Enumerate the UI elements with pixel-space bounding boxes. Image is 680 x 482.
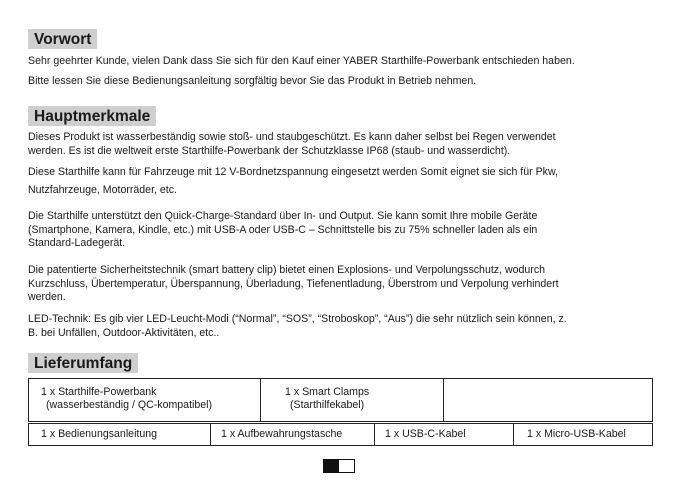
- page-marker-fill: [324, 460, 339, 472]
- contents-cell-micro-usb: [527, 428, 626, 445]
- text-line: Standard-Ladegerät.: [28, 237, 126, 250]
- text-line: 1 x Starthilfe-Powerbank: [41, 386, 157, 398]
- text-line: 1 x Smart Clamps: [285, 386, 370, 398]
- text-line: Diese Starthilfe kann für Fahrzeuge mit 12 V-Bordnetzspannung eingesetzt werden Somit eignet sie sich für Pkw,: [28, 166, 558, 178]
- contents-cell-bag: [221, 428, 342, 445]
- text-line: Die Starthilfe unterstützt den Quick-Charge-Standard über In- und Output. Sie kann somit Ihre mobile Geräte: [28, 210, 538, 222]
- feature-paragraph-waterproof: [28, 131, 658, 158]
- contents-cell-powerbank: [41, 386, 212, 421]
- text-line: werden.: [28, 291, 66, 304]
- page-marker: [323, 459, 355, 473]
- text-line: B. bei Unfällen, Outdoor-Aktivitäten, etc..: [28, 326, 220, 339]
- table-divider: [513, 424, 514, 445]
- section-heading-hauptmerkmale: Hauptmerkmale: [28, 106, 156, 126]
- text-line: Kurzschluss, Übertemperatur, Überspannung, Überladung, Tiefenentladung, Überstrom und Verpolung verhindert: [28, 277, 559, 290]
- text-line: Dieses Produkt ist wasserbeständig sowie stoß- und staubgeschützt. Es kann daher selbst bei Regen verwendet: [28, 131, 556, 143]
- text-line: (wasserbeständig / QC-kompatibel): [46, 399, 213, 411]
- feature-paragraph-led: [28, 313, 658, 340]
- text-line: Bitte lessen Sie diese Bedienungsanleitung sorgfältig bevor Sie das Produkt in Betrieb nehmen.: [28, 74, 477, 87]
- text-line: werden. Es ist die weltweit erste Starthilfe-Powerbank der Schutzklasse IP68 (staub- und wasserdicht).: [28, 144, 511, 157]
- text-line: (Starthilfekabel): [290, 399, 365, 411]
- text-line: Nutzfahrzeuge, Motorräder, etc.: [28, 183, 177, 196]
- contents-cell-clamps: [285, 386, 369, 421]
- table-divider: [210, 424, 211, 445]
- contents-table-row-2: [28, 423, 653, 446]
- feature-paragraph-safety: [28, 264, 658, 305]
- contents-cell-manual: [41, 428, 157, 445]
- table-divider: [443, 379, 444, 421]
- contents-table-row-1: [28, 378, 653, 422]
- table-divider: [374, 424, 375, 445]
- table-divider: [260, 379, 261, 421]
- text-line: LED-Technik: Es gib vier LED-Leucht-Modi (“Normal”, “SOS”, “Stroboskop”, “Aus”) die sehr nützlich sein können, z.: [28, 313, 567, 325]
- text-line: 1 x Bedienungsanleitung: [41, 428, 158, 440]
- section-heading-vorwort: Vorwort: [28, 29, 97, 49]
- text-line: Sehr geehrter Kunde, vielen Dank dass Sie sich für den Kauf einer YABER Starthilfe-Powerbank entschieden haben.: [28, 55, 575, 67]
- text-line: 1 x USB-C-Kabel: [385, 428, 466, 440]
- section-heading-lieferumfang: Lieferumfang: [28, 353, 138, 373]
- text-line: 1 x Micro-USB-Kabel: [527, 428, 626, 440]
- feature-paragraph-quick-charge: [28, 210, 658, 251]
- vorwort-paragraph: [28, 55, 658, 88]
- text-line: Die patentierte Sicherheitstechnik (smart battery clip) bietet einen Explosions- und Verpolungsschutz, wodurch: [28, 264, 546, 276]
- text-line: 1 x Aufbewahrungstasche: [221, 428, 343, 440]
- feature-paragraph-vehicles: [28, 166, 658, 197]
- text-line: (Smartphone, Kamera, Kindle, etc.) mit USB-A oder USB-C – Schnittstelle bis zu 75% schneller laden als ein: [28, 223, 538, 236]
- contents-cell-usb-c: [385, 428, 466, 445]
